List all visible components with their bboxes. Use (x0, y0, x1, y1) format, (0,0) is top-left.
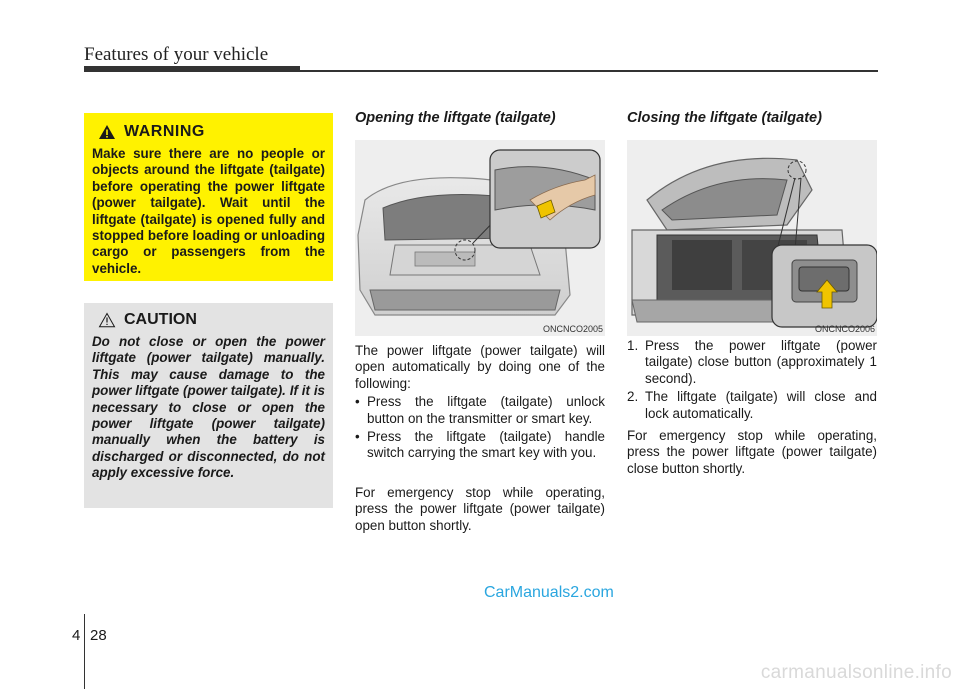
opening-intro: The power liftgate (power tailgate) will open automatically by doing one of the following: (355, 343, 605, 391)
bullet-mark: • (355, 394, 360, 410)
opening-bullet (355, 429, 605, 462)
step-number: 1. (627, 338, 639, 353)
closing-step (627, 338, 877, 387)
step-text: The liftgate (tailgate) will close and lock automatically. (645, 389, 877, 421)
opening-bullet-text: Press the liftgate (tailgate) handle switch carrying the smart key with you. (367, 429, 605, 461)
page-chapter-number: 4 (72, 627, 81, 644)
caution-box (84, 303, 333, 508)
warning-triangle-icon (98, 124, 116, 140)
opening-bullet-text: Press the liftgate (tailgate) unlock button on the transmitter or smart key. (367, 394, 605, 426)
closing-figure-code: ONCNCO2006 (814, 324, 875, 334)
opening-figure (355, 140, 605, 336)
header-rule-thin (300, 70, 878, 72)
page-header-title: Features of your vehicle (84, 44, 269, 65)
step-number: 2. (627, 389, 639, 405)
bullet-mark: • (355, 429, 360, 445)
closing-heading: Closing the liftgate (tailgate) (627, 110, 822, 126)
opening-emergency-text: For emergency stop while operating, press the power liftgate (power tailgate) open button shortly. (355, 484, 605, 533)
header-rule-thick (84, 66, 300, 72)
closing-section (627, 110, 877, 477)
opening-section (355, 110, 605, 534)
suv-rear-illustration (355, 140, 605, 336)
caution-triangle-icon (98, 312, 116, 328)
warning-box (84, 113, 333, 281)
page-number: 28 (90, 627, 107, 644)
opening-bullet (355, 394, 605, 427)
warning-header (98, 123, 325, 141)
opening-figure-code: ONCNCO2005 (542, 324, 603, 334)
step-text: Press the power liftgate (power tailgate) close button (approximately 1 second). (645, 338, 877, 386)
caution-text: Do not close or open the power liftgate (power tailgate) manually. This may cause damage to the power liftgate (power tailgate). If it is necessary to close or open the power liftgate (power tailgate) manually when the battery is discharged or disconnected, do not apply excessive force. (92, 334, 325, 481)
caution-title: CAUTION (124, 311, 197, 328)
closing-figure (627, 140, 877, 336)
site-footer-watermark: carmanualsonline.info (760, 662, 952, 683)
opening-heading: Opening the liftgate (tailgate) (355, 110, 556, 126)
suv-open-liftgate-illustration (627, 140, 877, 336)
closing-emergency-text: For emergency stop while operating, press the power liftgate (power tailgate) close button shortly. (627, 428, 877, 476)
caution-header (98, 311, 325, 329)
warning-title: WARNING (124, 123, 205, 140)
closing-step (627, 389, 877, 422)
footer-rule (84, 614, 85, 689)
watermark-link[interactable]: CarManuals2.com (484, 584, 614, 601)
warning-text: Make sure there are no people or objects around the liftgate (tailgate) before operating the power liftgate (power tailgate). Wait until the liftgate (tailgate) is opened fully and stopped before loading or unloading cargo or passengers from the vehicle. (92, 146, 325, 276)
